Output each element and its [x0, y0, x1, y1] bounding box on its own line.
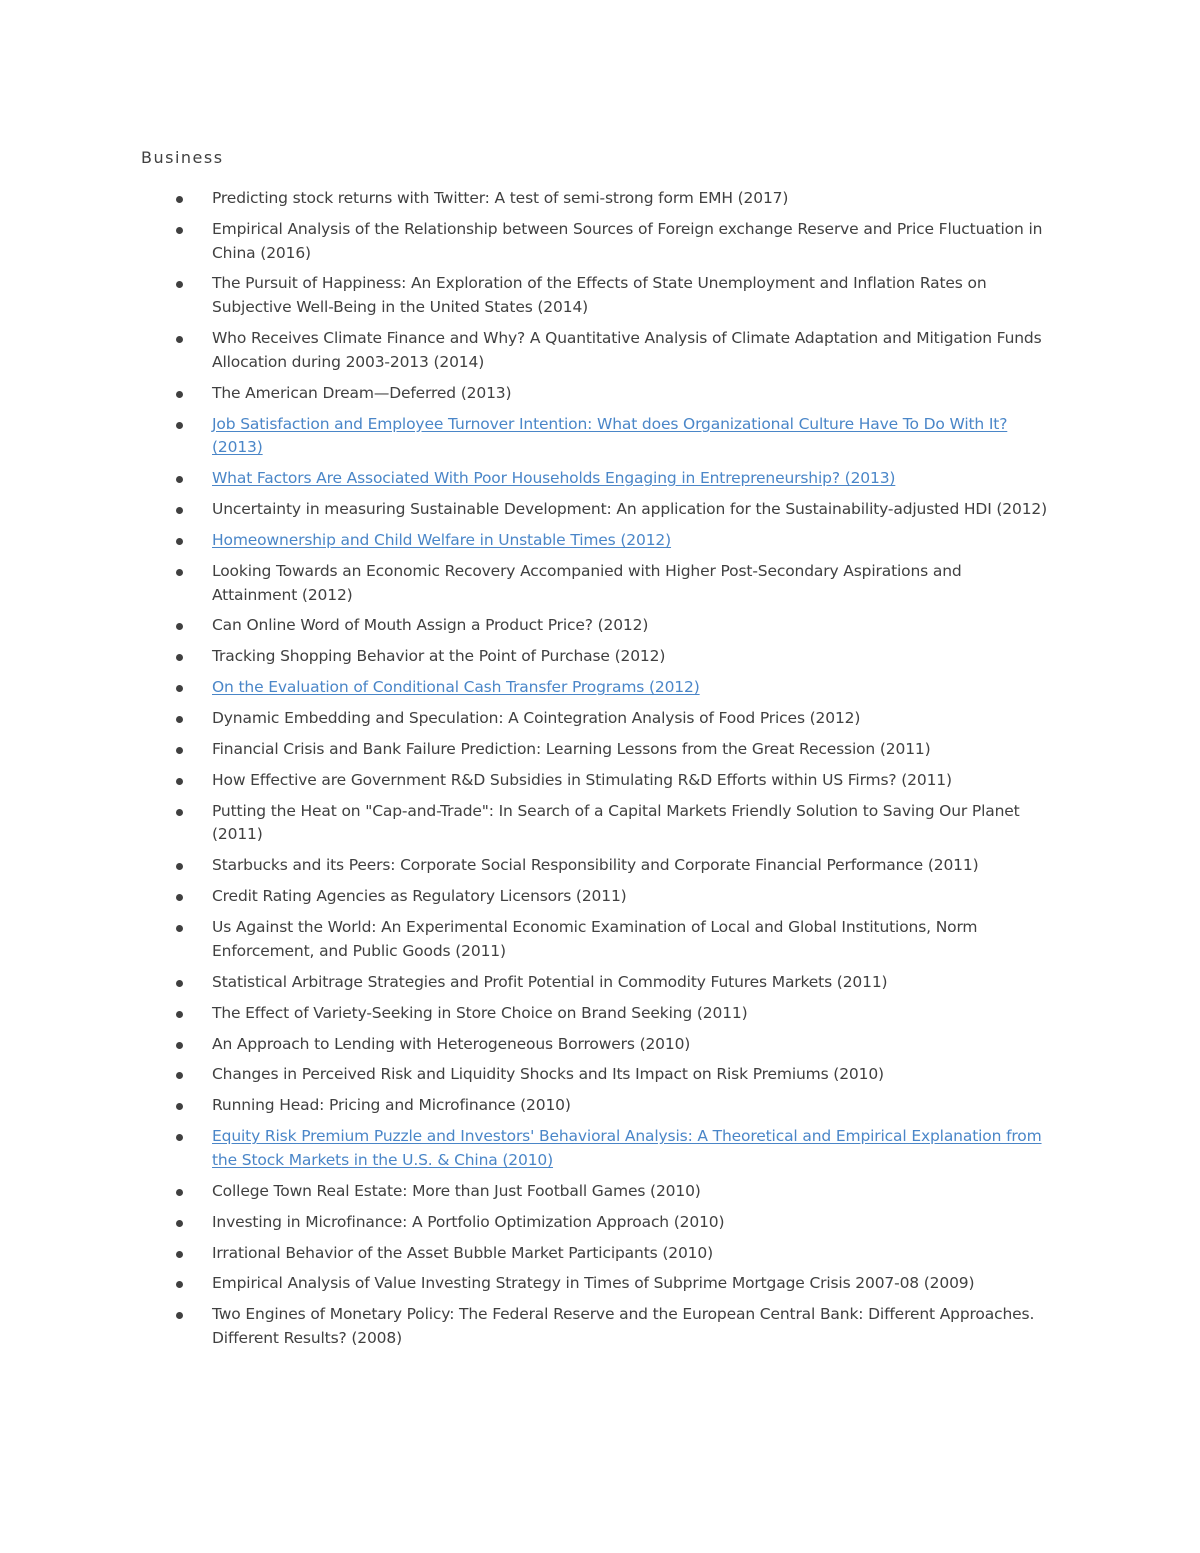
list-item: [0, 498, 1200, 522]
list-item: [0, 1094, 1200, 1118]
list-item: [0, 800, 1200, 847]
list-item: [0, 1272, 1200, 1296]
list-item[interactable]: [0, 676, 1200, 700]
thesis-title: Us Against the World: An Experimental Economic Examination of Local and Global Institutions, Norm Enforcement, and Public Goods (2011): [212, 918, 978, 960]
thesis-title: The Pursuit of Happiness: An Exploration of the Effects of State Unemployment and Inflation Rates on Subjective Well-Being in the United States (2014): [212, 274, 987, 317]
thesis-title: Who Receives Climate Finance and Why? A Quantitative Analysis of Climate Adaptation and Mitigation Funds Allocation during 2003-2013 (2014): [212, 329, 1042, 371]
thesis-title: Running Head: Pricing and Microfinance (2010): [212, 1096, 571, 1115]
list-item: [0, 971, 1200, 995]
thesis-title: Two Engines of Monetary Policy: The Federal Reserve and the European Central Bank: Different Approaches. Different Results? (2008): [212, 1305, 1035, 1348]
bullet-icon: [176, 1011, 183, 1018]
bullet-icon: [176, 336, 183, 343]
thesis-title: Credit Rating Agencies as Regulatory Licensors (2011): [212, 887, 627, 906]
bullet-icon: [176, 538, 183, 545]
bullet-icon: [176, 654, 183, 661]
list-item[interactable]: [0, 413, 1200, 460]
bullet-icon: [176, 894, 183, 901]
list-item: [0, 916, 1200, 963]
list-item: [0, 187, 1200, 211]
bullet-icon: [176, 1312, 183, 1319]
thesis-title: How Effective are Government R&D Subsidies in Stimulating R&D Efforts within US Firms? (2011): [212, 770, 952, 789]
list-item: [0, 218, 1200, 265]
bullet-icon: [176, 747, 183, 754]
thesis-title: Can Online Word of Mouth Assign a Product Price? (2012): [212, 616, 649, 635]
list-item: [0, 1033, 1200, 1057]
bullet-icon: [176, 925, 183, 932]
thesis-link[interactable]: On the Evaluation of Conditional Cash Transfer Programs (2012): [212, 678, 700, 697]
list-item: [0, 614, 1200, 638]
bullet-icon: [176, 1042, 183, 1049]
bullet-icon: [176, 1134, 183, 1141]
thesis-title: An Approach to Lending with Heterogeneous Borrowers (2010): [212, 1034, 691, 1053]
bullet-icon: [176, 281, 183, 288]
thesis-title: The American Dream—Deferred (2013): [212, 383, 512, 402]
thesis-title: Empirical Analysis of Value Investing Strategy in Times of Subprime Mortgage Crisis 2007-08 (2009): [212, 1274, 975, 1293]
bullet-icon: [176, 863, 183, 870]
bullet-icon: [176, 623, 183, 630]
thesis-title: Investing in Microfinance: A Portfolio Optimization Approach (2010): [212, 1212, 725, 1231]
bullet-icon: [176, 809, 183, 816]
thesis-title: Predicting stock returns with Twitter: A test of semi-strong form EMH (2017): [212, 189, 789, 207]
section-heading: Business: [141, 148, 224, 167]
list-item: [0, 1211, 1200, 1235]
bullet-icon: [176, 980, 183, 987]
bullet-icon: [176, 227, 183, 234]
thesis-title: Starbucks and its Peers: Corporate Social Responsibility and Corporate Financial Performance (2011): [212, 856, 979, 875]
thesis-title: Statistical Arbitrage Strategies and Profit Potential in Commodity Futures Markets (2011): [212, 972, 888, 991]
thesis-title: College Town Real Estate: More than Just Football Games (2010): [212, 1181, 701, 1200]
thesis-title: Dynamic Embedding and Speculation: A Cointegration Analysis of Food Prices (2012): [212, 709, 861, 728]
list-item: [0, 645, 1200, 669]
thesis-link[interactable]: Job Satisfaction and Employee Turnover Intention: What does Organizational Culture Have To Do With It? (2013): [212, 414, 1008, 457]
list-item: [0, 1180, 1200, 1204]
list-item: [0, 1242, 1200, 1266]
thesis-title: Tracking Shopping Behavior at the Point of Purchase (2012): [212, 647, 666, 666]
list-item: [0, 769, 1200, 793]
thesis-title: Irrational Behavior of the Asset Bubble Market Participants (2010): [212, 1243, 713, 1262]
bullet-icon: [176, 778, 183, 785]
list-item: [0, 1002, 1200, 1026]
list-item: [0, 272, 1200, 319]
list-item: [0, 1063, 1200, 1087]
bullet-icon: [176, 1281, 183, 1288]
list-item: [0, 707, 1200, 731]
thesis-title: Looking Towards an Economic Recovery Accompanied with Higher Post-Secondary Aspirations and Attainment (2012): [212, 561, 962, 604]
thesis-title: Empirical Analysis of the Relationship between Sources of Foreign exchange Reserve and Price Fluctuation in China (2016): [212, 219, 1043, 262]
list-item[interactable]: [0, 529, 1200, 553]
bullet-icon: [176, 1251, 183, 1258]
bullet-icon: [176, 1072, 183, 1079]
list-item[interactable]: [0, 1125, 1200, 1172]
bullet-icon: [176, 1189, 183, 1196]
list-item[interactable]: [0, 467, 1200, 491]
bullet-icon: [176, 476, 183, 483]
thesis-title: Financial Crisis and Bank Failure Prediction: Learning Lessons from the Great Recession (2011): [212, 739, 931, 758]
bullet-icon: [176, 196, 183, 203]
thesis-link[interactable]: What Factors Are Associated With Poor Households Engaging in Entrepreneurship? (2013): [212, 469, 896, 488]
bullet-icon: [176, 422, 183, 429]
list-item: [0, 854, 1200, 878]
list-item: [0, 885, 1200, 909]
bullet-icon: [176, 1103, 183, 1110]
thesis-title: Uncertainty in measuring Sustainable Development: An application for the Sustainability-adjusted HDI (2012): [212, 500, 1048, 519]
thesis-title: Changes in Perceived Risk and Liquidity Shocks and Its Impact on Risk Premiums (2010): [212, 1065, 884, 1084]
bullet-icon: [176, 1220, 183, 1227]
list-item: [0, 560, 1200, 607]
bullet-icon: [176, 391, 183, 398]
thesis-list: [0, 187, 1200, 1358]
thesis-title: Putting the Heat on "Cap-and-Trade": In Search of a Capital Markets Friendly Solution to Saving Our Planet (2011): [212, 801, 1020, 844]
list-item: [0, 1303, 1200, 1350]
thesis-link[interactable]: Equity Risk Premium Puzzle and Investors' Behavioral Analysis: A Theoretical and Empirical Explanation from the Stock Markets in the U.S. & China (2010): [212, 1127, 1042, 1169]
bullet-icon: [176, 569, 183, 576]
bullet-icon: [176, 507, 183, 514]
thesis-link[interactable]: Homeownership and Child Welfare in Unstable Times (2012): [212, 530, 672, 549]
list-item: [0, 382, 1200, 406]
bullet-icon: [176, 716, 183, 723]
list-item: [0, 327, 1200, 374]
list-item: [0, 738, 1200, 762]
bullet-icon: [176, 685, 183, 692]
thesis-title: The Effect of Variety-Seeking in Store Choice on Brand Seeking (2011): [212, 1003, 748, 1022]
